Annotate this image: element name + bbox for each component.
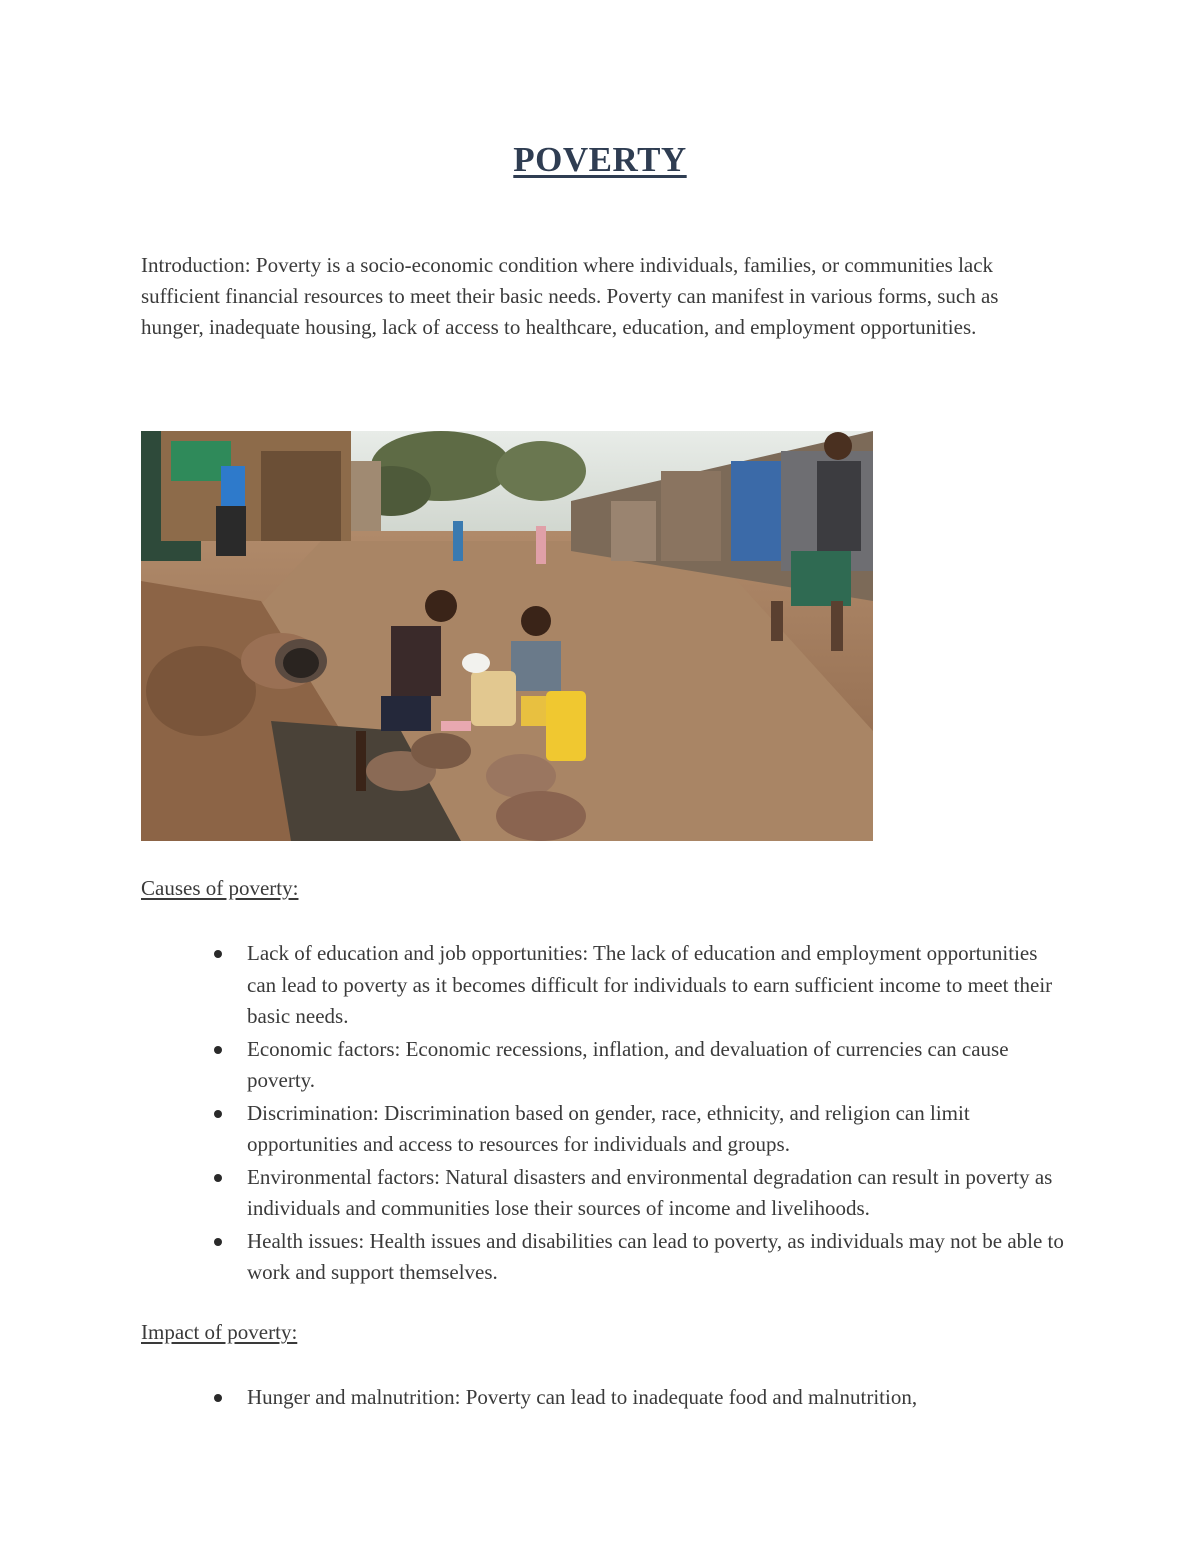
bullet-icon [214, 1238, 222, 1246]
list-item: Health issues: Health issues and disabilities can lead to poverty, as individuals may not be able to work and support themselves. [141, 1226, 1071, 1289]
slum-street-photo [141, 431, 873, 841]
list-item: Hunger and malnutrition: Poverty can lead to inadequate food and malnutrition, [141, 1382, 1071, 1414]
list-item: Environmental factors: Natural disasters and environmental degradation can result in poverty as individuals and communities lose their sources of income and livelihoods. [141, 1162, 1071, 1225]
bullet-icon [214, 1174, 222, 1182]
impact-list [141, 1382, 1071, 1415]
bullet-icon [214, 950, 222, 958]
bullet-icon [214, 1046, 222, 1054]
list-item: Lack of education and job opportunities: The lack of education and employment opportunities can lead to poverty as it becomes difficult for individuals to earn sufficient income to meet their basic needs. [141, 938, 1071, 1033]
causes-list [141, 938, 1071, 1290]
bullet-icon [214, 1394, 222, 1402]
list-item: Economic factors: Economic recessions, inflation, and devaluation of currencies can cause poverty. [141, 1034, 1071, 1097]
causes-heading: Causes of poverty: [141, 876, 299, 900]
impact-heading: Impact of poverty: [141, 1320, 298, 1344]
bullet-icon [214, 1110, 222, 1118]
page-title: POVERTY [513, 140, 687, 179]
intro-paragraph: Introduction: Poverty is a socio-economic condition where individuals, families, or communities lack sufficient financial resources to meet their basic needs. Poverty can manifest in various forms, such as hunger, inadequate housing, lack of access to healthcare, education, and employment opportunities. [141, 253, 999, 339]
list-item: Discrimination: Discrimination based on gender, race, ethnicity, and religion can limit opportunities and access to resources for individuals and groups. [141, 1098, 1071, 1161]
